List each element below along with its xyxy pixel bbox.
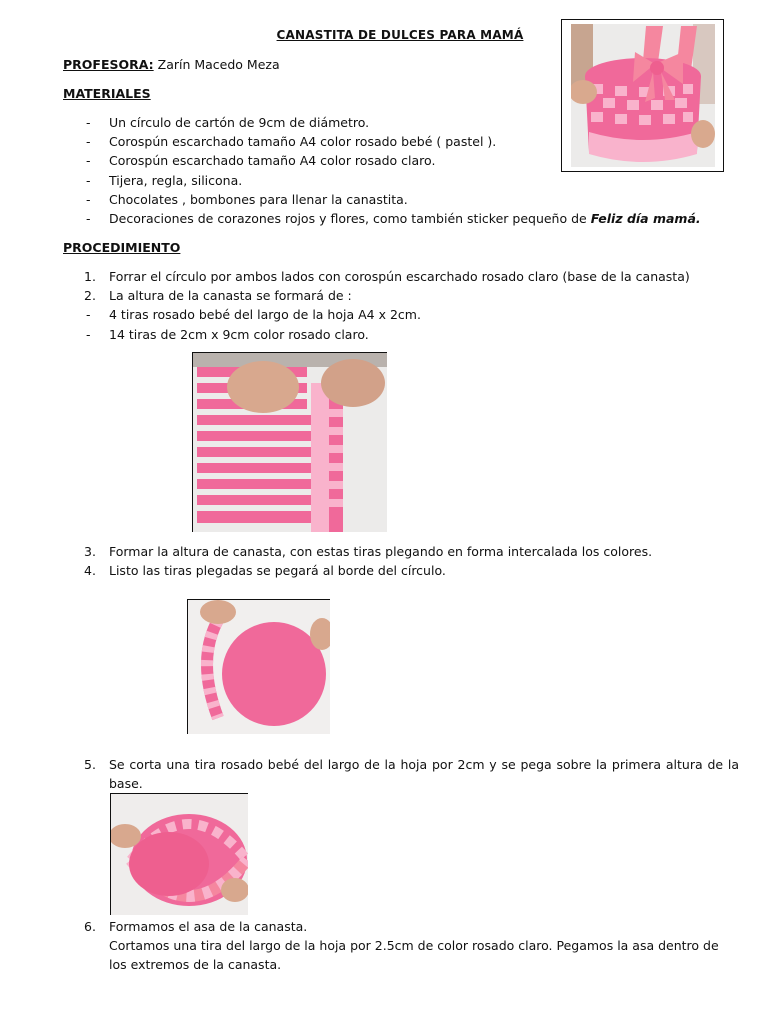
- list-item: - Decoraciones de corazones rojos y flores, como también sticker pequeño de Feliz día mamá.: [86, 211, 701, 227]
- teacher-name: Zarín Macedo Meza: [153, 57, 280, 72]
- list-item: 3. Formar la altura de canasta, con estas tiras plegando en forma intercalada los colores.: [84, 544, 653, 559]
- materials-heading: MATERIALES: [63, 86, 151, 101]
- list-item: - Chocolates , bombones para llenar la canastita.: [86, 191, 408, 207]
- procedure-step-6: [63, 917, 739, 975]
- basket-rim-photo: [110, 793, 248, 915]
- list-item: 1. Forrar el círculo por ambos lados con corospún escarchado rosado claro (base de la canasta): [84, 269, 690, 284]
- teacher-line: [63, 55, 280, 74]
- weaving-strips-photo: [192, 352, 387, 532]
- list-item: - Un círculo de cartón de 9cm de diámetro.: [86, 115, 370, 130]
- procedure-steps-a: [63, 267, 743, 344]
- circle-base-photo: [187, 599, 330, 734]
- procedure-heading: PROCEDIMIENTO: [63, 240, 181, 255]
- list-item: 2. La altura de la canasta se formará de :: [84, 288, 352, 304]
- list-item: - 4 tiras rosado bebé del largo de la hoja A4 x 2cm.: [86, 307, 421, 323]
- document-title: CANASTITA DE DULCES PARA MAMÁ: [276, 28, 524, 42]
- teacher-label: PROFESORA:: [63, 57, 154, 72]
- finished-basket-photo-frame: [561, 19, 724, 172]
- finished-basket-photo: [571, 24, 715, 167]
- list-item: - Corospún escarchado tamaño A4 color rosado claro.: [86, 153, 436, 169]
- procedure-step-5: [63, 755, 739, 793]
- list-item: 6. Formamos el asa de la canasta. Cortamos una tira del largo de la hoja por 2.5cm de color rosado claro. Pegamos la asa dentro de los extremos de la canasta.: [84, 919, 719, 973]
- list-item: - Corospún escarchado tamaño A4 color rosado bebé ( pastel ).: [86, 134, 497, 150]
- procedure-steps-b: [63, 542, 743, 580]
- list-item: - Tijera, regla, silicona.: [86, 172, 243, 188]
- list-item: 5. Se corta una tira rosado bebé del largo de la hoja por 2cm y se pega sobre la primera altura de la base.: [84, 757, 739, 792]
- list-item: 4. Listo las tiras plegadas se pegará al borde del círculo.: [84, 563, 446, 579]
- emphasis-text: Feliz día mamá.: [590, 211, 701, 227]
- list-item: - 14 tiras de 2cm x 9cm color rosado claro.: [86, 326, 369, 342]
